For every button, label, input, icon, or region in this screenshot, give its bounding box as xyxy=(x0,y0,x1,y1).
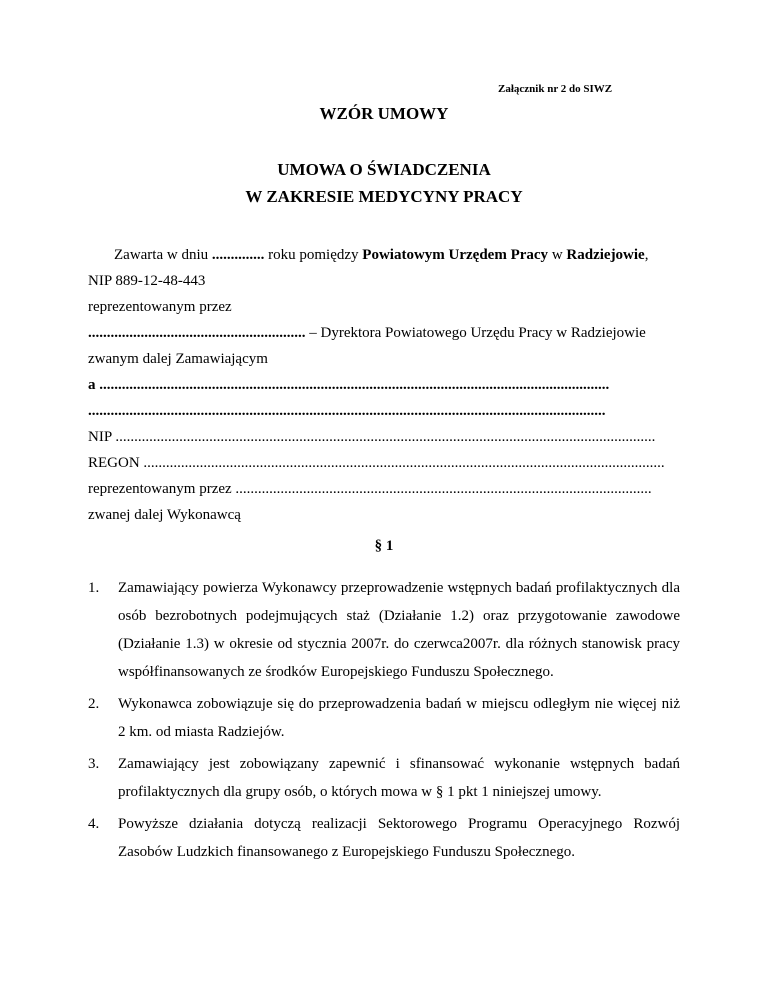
section-heading: § 1 xyxy=(374,538,394,554)
intro-comma: , xyxy=(644,247,649,263)
director-line xyxy=(88,323,680,343)
party-name: Powiatowym Urzędem Pracy xyxy=(362,247,549,263)
list-item-number: 4. xyxy=(88,816,100,832)
list-item-text: Wykonawca zobowiązuje się do przeprowadzenia badań w miejscu odległym nie więcej niż 2 km. od miasta Radziejów. xyxy=(118,696,680,740)
intro-line-1 xyxy=(88,245,680,265)
nip-line: NIP 889-12-48-443 xyxy=(88,273,206,289)
director-placeholder: .......................................................... xyxy=(88,325,306,341)
list-item-number: 3. xyxy=(88,756,100,772)
contractor-line-1: a ........................................................................................................................................ xyxy=(88,377,610,393)
ordering-party-line: zwanym dalej Zamawiającym xyxy=(88,351,268,367)
list-item-text: Zamawiający jest zobowiązany zapewnić i sfinansować wykonanie wstępnych badań profilaktycznych dla grupy osób, o których mowa w § 1 pkt 1 niniejszej umowy. xyxy=(118,756,680,800)
contractor-nip-line: NIP ................................................................................................................................................ xyxy=(88,429,656,445)
contractor-represented-line: reprezentowanym przez ............................................................................................................... xyxy=(88,481,652,497)
contractor-line-2: .......................................................................................................................................... xyxy=(88,403,606,419)
list-item xyxy=(88,810,680,866)
list-item xyxy=(88,574,680,686)
date-placeholder: .............. xyxy=(211,247,265,263)
intro-middle: roku pomiędzy xyxy=(264,247,363,263)
list-item-text: Zamawiający powierza Wykonawcy przeprowadzenie wstępnych badań profilaktycznych dla osób bezrobotnych podejmujących staż (Działanie 1.2) oraz przygotowanie zawodowe (Działanie 1.3) w okresie od stycznia 2007r. do czerwca2007r. dla różnych stanowisk pracy współfinansowanych ze środków Europejskiego Funduszu Społecznego. xyxy=(118,580,680,680)
contractor-regon-line: REGON ........................................................................................................................................... xyxy=(88,455,665,471)
list-item-number: 1. xyxy=(88,580,100,596)
intro-w: w xyxy=(548,247,567,263)
list-item xyxy=(88,690,680,746)
party-city: Radziejowie xyxy=(566,247,645,263)
director-title: – Dyrektora Powiatowego Urzędu Pracy w Radziejowie xyxy=(305,325,646,341)
annex-label: Załącznik nr 2 do SIWZ xyxy=(498,83,613,95)
contractor-label-line: zwanej dalej Wykonawcą xyxy=(88,507,241,523)
section-items xyxy=(88,574,680,870)
contract-title-line-1: UMOWA O ŚWIADCZENIA xyxy=(277,160,491,179)
list-item xyxy=(88,750,680,806)
represented-by-line: reprezentowanym przez xyxy=(88,299,232,315)
list-item-text: Powyższe działania dotyczą realizacji Sektorowego Programu Operacyjnego Rozwój Zasobów Ludzkich finansowanego z Europejskiego Funduszu Społecznego. xyxy=(118,816,680,860)
document-title: WZÓR UMOWY xyxy=(319,104,449,123)
contract-title-line-2: W ZAKRESIE MEDYCYNY PRACY xyxy=(245,187,523,206)
list-item-number: 2. xyxy=(88,696,100,712)
intro-prefix: Zawarta w dniu xyxy=(114,247,212,263)
